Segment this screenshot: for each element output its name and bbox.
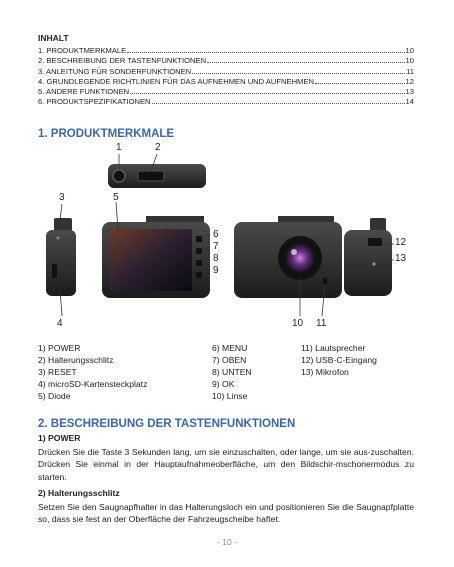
paragraph-power: Drücken Sie die Taste 3 Sekunden lang, um sie einzuschalten, oder lange, um sie aus-zuschalten. Drücken Sie einmal in der Hauptaufnahmeoberfläche, um den Bildschir-mschonermodus zu starten. [38,447,414,482]
subheading-mount-slot: 2) Halterungsschlitz [38,488,120,498]
feature-item: 12) USB-C-Eingang [301,355,377,365]
callout-2: 2 [155,142,161,153]
section-heading-buttons: 2. BESCHREIBUNG DER TASTENFUNKTIONEN [38,418,296,430]
toc-entry[interactable]: 1. PRODUKTMERKMALE 10 [38,46,414,55]
lens-view [234,216,342,298]
callout-5: 5 [113,192,119,203]
top-view [108,164,206,188]
callout-9: 9 [213,265,219,276]
right-side-view [344,218,392,296]
feature-item: 1) POWER [38,343,81,353]
callout-8: 8 [213,253,219,264]
feature-list-col-3 [301,342,377,378]
callout-6: 6 [213,229,219,240]
callout-1: 1 [116,142,122,153]
callout-7: 7 [213,241,219,252]
callout-10: 10 [292,318,304,329]
feature-item: 13) Mikrofon [301,367,349,377]
callout-11: 11 [316,318,327,329]
feature-item: 8) UNTEN [212,367,252,377]
product-diagram [38,140,418,340]
feature-item: 10) Linse [212,391,248,401]
callout-13: 13 [395,253,407,264]
feature-item: 11) Lautsprecher [301,343,366,353]
feature-item: 2) Halterungsschlitz [38,355,114,365]
callout-3: 3 [59,192,65,203]
dashcam-illustration [38,140,418,340]
toc-entry[interactable]: 2. BESCHREIBUNG DER TASTENFUNKTIONEN 10 [38,56,414,66]
feature-list-col-2 [212,342,252,402]
paragraph-mount-slot: Setzen Sie den Saugnapfhalter in das Halterungsloch ein und positionieren Sie die Saugnapfplatte so, dass sie fest an der Oberfläche der Fahrzeugscheibe haftet. [38,502,414,525]
toc-entry[interactable]: 3. ANLEITUNG FÜR SONDERFUNKTIONEN 11 [38,66,414,76]
feature-list-col-1 [38,342,147,402]
page-number: - 10 - [217,537,237,547]
section-heading-features: 1. PRODUKTMERKMALE [38,128,175,140]
feature-item: 5) Diode [38,391,71,401]
table-of-contents [38,46,414,108]
callout-12: 12 [395,237,407,248]
feature-item: 3) RESET [38,367,77,377]
feature-item: 9) OK [212,379,235,389]
callout-4: 4 [57,318,63,329]
toc-entry[interactable]: 6. PRODUKTSPEZIFIKATIONEN 14 [38,97,414,107]
left-side-view [46,218,76,296]
feature-item: 6) MENU [212,343,248,353]
feature-item: 4) microSD-Kartensteckplatz [38,379,148,389]
toc-entry[interactable]: 4. GRUNDLEGENDE RICHTLINIEN FÜR DAS AUFNEHMEN UND AUFNEHMEN 12 [38,76,414,86]
toc-entry[interactable]: 5. ANDERE FUNKTIONEN 13 [38,87,414,97]
toc-title: INHALT [38,33,69,43]
subheading-power: 1) POWER [38,433,81,443]
feature-item: 7) OBEN [212,355,247,365]
